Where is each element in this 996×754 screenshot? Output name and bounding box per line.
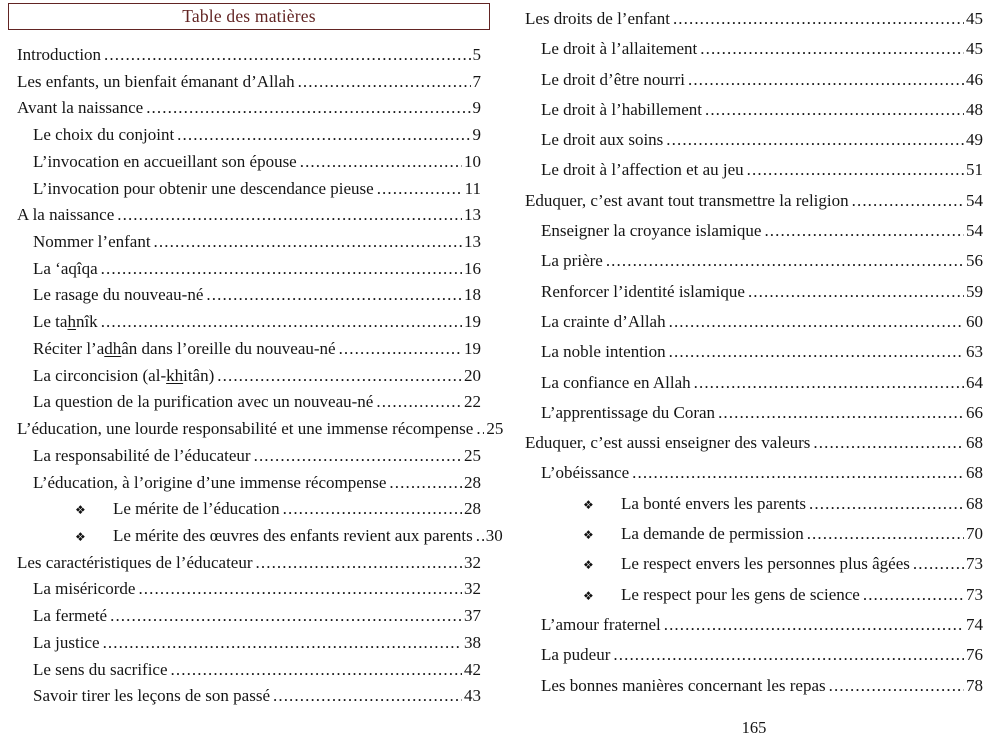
toc-entry: [17, 499, 481, 526]
toc-page-number: 63: [966, 342, 983, 362]
toc-entry: [17, 633, 481, 660]
toc-entry: [525, 373, 983, 403]
toc-entry-label: La miséricorde: [33, 579, 136, 599]
diamond-bullet-icon: ❖: [75, 503, 86, 518]
toc-entry-label: L’invocation pour obtenir une descendance pieuse: [33, 178, 374, 198]
toc-page-number: 9: [472, 125, 481, 145]
toc-entry: [17, 446, 481, 473]
toc-page-number: 68: [966, 463, 983, 483]
toc-page-number: 28: [464, 499, 481, 519]
toc-entry-label: Le choix du conjoint: [33, 125, 175, 145]
toc-entry: [17, 606, 481, 633]
toc-page-number: 43: [464, 686, 481, 706]
toc-entry: [525, 463, 983, 493]
toc-entry-label: La bonté envers les parents: [621, 493, 807, 513]
toc-entry: [17, 285, 481, 312]
toc-entry-label: Les bonnes manières concernant les repas: [541, 675, 826, 695]
toc-page-number: 32: [464, 552, 481, 572]
diamond-bullet-icon: ❖: [75, 529, 86, 544]
toc-page-number: 10: [464, 151, 481, 171]
toc-entry: [525, 494, 983, 524]
dot-leader: [694, 373, 964, 393]
toc-entry-label: L’éducation, à l’origine d’une immense récompense: [33, 472, 387, 492]
toc-entry: [17, 473, 481, 500]
toc-entry: [525, 433, 983, 463]
dot-leader: [298, 72, 471, 92]
toc-entry-label: La question de la purification avec un nouveau-né: [33, 392, 374, 412]
toc-entry-label: La circoncision (al-khitân): [33, 365, 215, 385]
toc-entry: [17, 45, 481, 72]
toc-entry-label: Le mérite de l’éducation: [113, 499, 280, 519]
dot-leader: [913, 554, 964, 574]
toc-entry-label: Le droit à l’allaitement: [541, 39, 698, 59]
toc-page-number: 22: [464, 392, 481, 412]
toc-entry-label: A la naissance: [17, 205, 115, 225]
toc-entry: [525, 524, 983, 554]
dot-leader: [764, 221, 964, 241]
toc-entry-label: L’obéissance: [541, 463, 630, 483]
toc-entry-label: Enseigner la croyance islamique: [541, 221, 762, 241]
toc-page-number: 37: [464, 606, 481, 626]
toc-page-number: 54: [966, 190, 983, 210]
toc-page-number: 19: [464, 338, 481, 358]
dot-leader: [664, 615, 964, 635]
dot-leader: [377, 179, 463, 199]
toc-entry: [525, 282, 983, 312]
dot-leader: [177, 125, 470, 145]
diamond-bullet-icon: ❖: [583, 528, 594, 543]
dot-leader: [117, 205, 462, 225]
toc-entry: [525, 130, 983, 160]
toc-entry: [525, 676, 983, 706]
toc-entry-label: Le respect pour les gens de science: [621, 584, 860, 604]
toc-entry: [525, 39, 983, 69]
dot-leader: [103, 633, 462, 653]
toc-entry: [17, 152, 481, 179]
toc-entry-label: Le droit à l’habillement: [541, 99, 702, 119]
dot-leader: [146, 98, 470, 118]
dot-leader: [807, 524, 964, 544]
toc-entry-label: Le tahnîk: [33, 312, 98, 332]
toc-page-number: 48: [966, 99, 983, 119]
toc-entry: [17, 232, 481, 259]
dot-leader: [476, 526, 484, 546]
toc-entry-label: Le rasage du nouveau-né: [33, 285, 204, 305]
toc-entry: [17, 525, 503, 553]
toc-entry-label: La pudeur: [541, 645, 611, 665]
toc-entry-label: Réciter l’adhân dans l’oreille du nouveau-né: [33, 338, 336, 358]
toc-entry: [525, 100, 983, 130]
diamond-bullet-icon: ❖: [583, 588, 594, 603]
toc-entry-label: Nommer l’enfant: [33, 232, 151, 252]
toc-entry-label: Les droits de l’enfant: [525, 9, 670, 28]
toc-page-number: 20: [464, 365, 481, 385]
dot-leader: [110, 606, 462, 626]
toc-page-number: 46: [966, 69, 983, 89]
toc-entry: [525, 585, 983, 615]
toc-entry: [525, 342, 983, 372]
toc-entry: [525, 221, 983, 251]
toc-page-number: 45: [966, 39, 983, 59]
toc-entry-label: Les caractéristiques de l’éducateur: [17, 552, 253, 572]
toc-entry-label: L’invocation en accueillant son épouse: [33, 151, 297, 171]
toc-entry: [525, 251, 983, 281]
dot-leader: [669, 342, 964, 362]
dot-leader: [171, 660, 462, 680]
dot-leader: [705, 100, 964, 120]
toc-title-box: [8, 3, 490, 30]
dot-leader: [747, 160, 964, 180]
toc-entry: [525, 403, 983, 433]
dot-leader: [300, 152, 462, 172]
dot-leader: [669, 312, 964, 332]
toc-entry-label: Le droit à l’affection et au jeu: [541, 160, 744, 180]
dot-leader: [154, 232, 462, 252]
dot-leader: [606, 251, 964, 271]
toc-entry: [525, 191, 983, 221]
toc-page-number: 59: [966, 281, 983, 301]
toc-page-number: 32: [464, 579, 481, 599]
toc-page-number: 68: [966, 493, 983, 513]
dot-leader: [613, 645, 964, 665]
toc-entry: [17, 179, 481, 206]
toc-page-number: 38: [464, 632, 481, 652]
dot-leader: [217, 366, 462, 386]
dot-leader: [101, 259, 462, 279]
toc-entry-label: La responsabilité de l’éducateur: [33, 445, 251, 465]
toc-page-number: 25: [464, 445, 481, 465]
dot-leader: [254, 446, 462, 466]
toc-entry: [17, 259, 481, 286]
toc-page-number: 49: [966, 130, 983, 150]
toc-page-number: 76: [966, 645, 983, 665]
toc-page-number: 56: [966, 251, 983, 271]
toc-entry: [17, 72, 481, 99]
dot-leader: [476, 419, 484, 439]
dot-leader: [718, 403, 964, 423]
diamond-bullet-icon: ❖: [583, 497, 594, 512]
toc-entry-label: Le respect envers les personnes plus âgées: [621, 554, 910, 574]
toc-entry: [525, 160, 983, 190]
dot-leader: [138, 579, 462, 599]
dot-leader: [852, 191, 964, 211]
toc-entry: [525, 554, 983, 584]
dot-leader: [389, 473, 462, 493]
toc-entry: [17, 125, 481, 152]
toc-entry-label: Le mérite des œuvres des enfants revient aux parents: [113, 525, 473, 545]
toc-entry-label: La justice: [33, 632, 100, 652]
toc-page-number: 45: [966, 9, 983, 28]
dot-leader: [376, 392, 462, 412]
toc-page-number: 73: [966, 584, 983, 604]
dot-leader: [829, 676, 964, 696]
toc-entry: [17, 392, 481, 419]
toc-entry: [525, 70, 983, 100]
toc-entry-label: Le sens du sacrifice: [33, 659, 168, 679]
toc-entry: [17, 366, 481, 393]
toc-entry-label: La demande de permission: [621, 524, 804, 544]
dot-leader: [813, 433, 964, 453]
toc-page-number: 54: [966, 221, 983, 241]
toc-entry-label: La noble intention: [541, 342, 666, 362]
toc-page-number: 64: [966, 372, 983, 392]
toc-page-number: 66: [966, 402, 983, 422]
toc-entry-label: L’éducation, une lourde responsabilité et une immense récompense: [17, 419, 474, 439]
dot-leader: [863, 585, 964, 605]
dot-leader: [104, 45, 470, 65]
toc-entry: [17, 553, 481, 580]
toc-entry: [525, 615, 983, 645]
dot-leader: [700, 39, 964, 59]
toc-entry: [525, 645, 983, 675]
toc-entry-label: Les enfants, un bienfait émanant d’Allah: [17, 71, 295, 91]
dot-leader: [206, 285, 462, 305]
dot-leader: [809, 494, 964, 514]
toc-entry-label: Avant la naissance: [17, 98, 144, 118]
toc-entry-label: L’apprentissage du Coran: [541, 402, 716, 422]
toc-entry: [17, 660, 481, 687]
toc-entry: [17, 579, 481, 606]
toc-entry-label: La crainte d’Allah: [541, 311, 666, 331]
toc-page-number: 28: [464, 472, 481, 492]
toc-column-left: [17, 45, 504, 713]
toc-entry-label: La confiance en Allah: [541, 372, 691, 392]
toc-page-number: 30: [485, 525, 503, 545]
toc-page-number: 16: [464, 258, 481, 278]
diamond-bullet-icon: ❖: [583, 558, 594, 573]
dot-leader: [256, 553, 462, 573]
toc-entry-label: La fermeté: [33, 606, 108, 626]
dot-leader: [283, 499, 462, 519]
toc-page-number: 25: [486, 419, 504, 439]
toc-entry-label: L’amour fraternel: [541, 614, 661, 634]
dot-leader: [101, 312, 462, 332]
dot-leader: [339, 339, 462, 359]
toc-entry: [17, 98, 481, 125]
toc-page-number: 13: [464, 232, 481, 252]
toc-entry-label: Eduquer, c’est aussi enseigner des valeurs: [525, 433, 811, 453]
toc-entry-label: Renforcer l’identité islamique: [541, 281, 745, 301]
toc-entry-label: Introduction: [17, 45, 102, 64]
toc-page-number: 74: [966, 614, 983, 634]
dot-leader: [748, 282, 964, 302]
toc-page-number: 60: [966, 311, 983, 331]
toc-page-number: 42: [464, 659, 481, 679]
toc-entry-label: La prière: [541, 251, 603, 271]
toc-entry: [17, 419, 504, 446]
toc-entry-label: Savoir tirer les leçons de son passé: [33, 686, 270, 706]
toc-column-right: [525, 9, 983, 706]
toc-page-number: 19: [464, 312, 481, 332]
dot-leader: [666, 130, 964, 150]
toc-page-number: 11: [464, 178, 481, 198]
toc-page-number: 70: [966, 524, 983, 544]
toc-page-number: 9: [472, 98, 481, 118]
toc-entry-label: Le droit d’être nourri: [541, 69, 685, 89]
toc-entry: [17, 312, 481, 339]
toc-page-number: 18: [464, 285, 481, 305]
toc-title: Table des matières: [182, 6, 316, 26]
dot-leader: [632, 463, 964, 483]
toc-page-number: 13: [464, 205, 481, 225]
toc-entry-label: Eduquer, c’est avant tout transmettre la religion: [525, 190, 849, 210]
toc-entry: [17, 205, 481, 232]
toc-entry-label: La ‘aqîqa: [33, 258, 98, 278]
toc-page-number: 5: [472, 45, 481, 64]
toc-entry: [17, 686, 481, 713]
dot-leader: [688, 70, 964, 90]
toc-page-number: 7: [472, 71, 481, 91]
toc-entry: [525, 312, 983, 342]
toc-page-number: 73: [966, 554, 983, 574]
folio-page-number: 165: [741, 718, 767, 737]
toc-entry: [17, 339, 481, 366]
toc-entry: [525, 9, 983, 39]
toc-page-number: 78: [966, 675, 983, 695]
toc-page-number: 68: [966, 433, 983, 453]
dot-leader: [273, 686, 462, 706]
toc-entry-label: Le droit aux soins: [541, 130, 664, 150]
dot-leader: [673, 9, 964, 29]
toc-page-number: 51: [966, 160, 983, 180]
